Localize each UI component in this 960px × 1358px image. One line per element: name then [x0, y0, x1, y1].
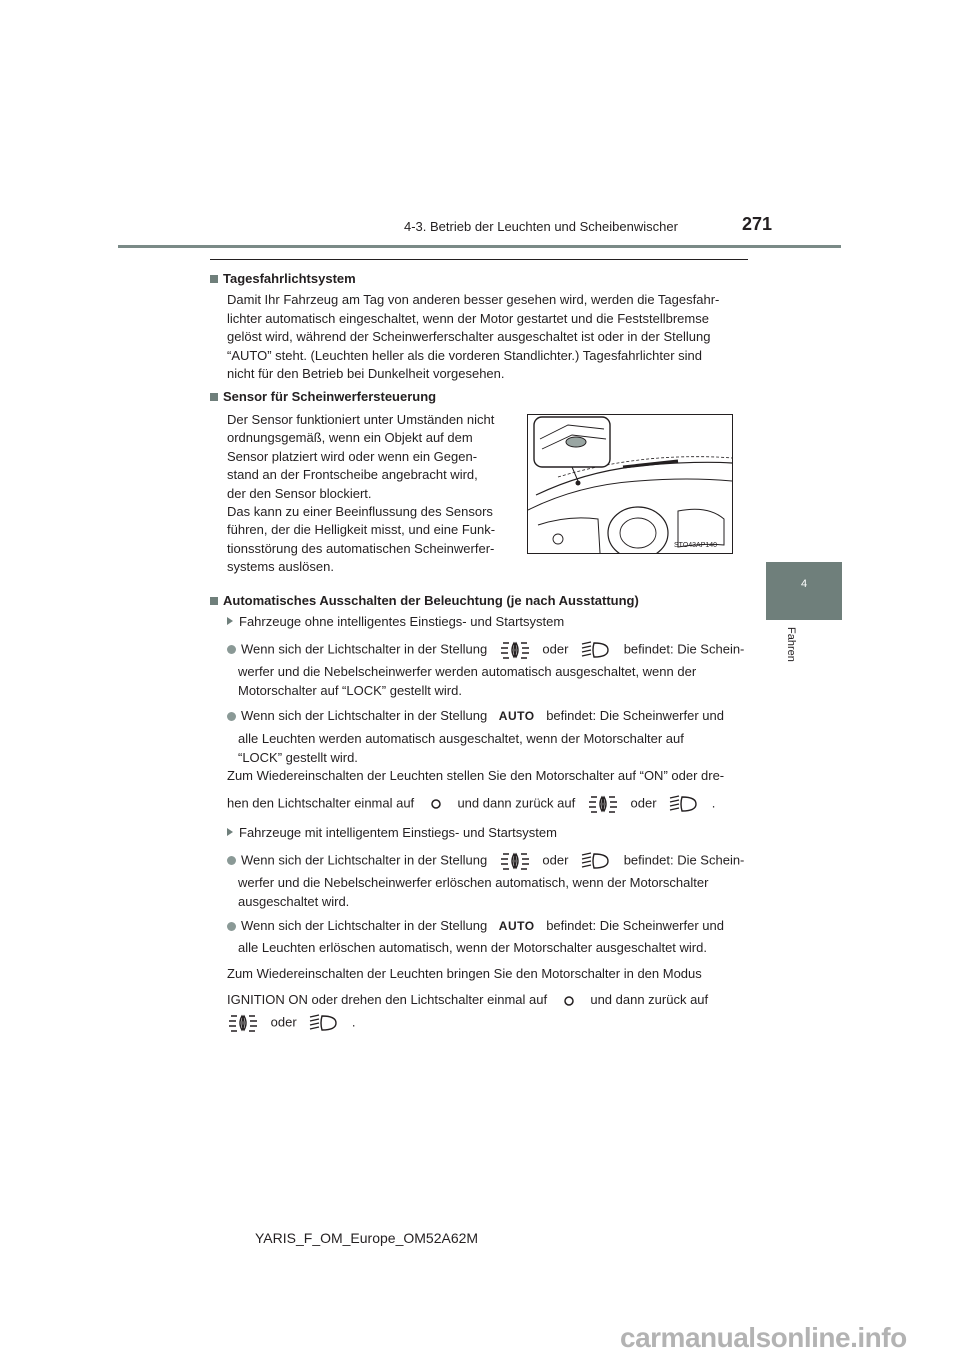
- square-bullet-icon: [210, 597, 218, 605]
- tail-light-icon: [227, 1014, 259, 1032]
- heading-sensor: Sensor für Scheinwerfersteuerung: [210, 389, 436, 404]
- header-rule: [118, 245, 841, 248]
- light-off-icon: [563, 995, 575, 1007]
- text-line: stand an der Frontscheibe angebracht wird,: [227, 467, 478, 483]
- text-line: Damit Ihr Fahrzeug am Tag von anderen besser gesehen wird, werden die Tagesfahr-: [227, 292, 720, 307]
- text-line: tionsstörung des automatischen Scheinwerfer-: [227, 540, 495, 556]
- daytime-paragraph: [227, 291, 748, 384]
- text-line: werfer und die Nebelscheinwerfer werden automatisch ausgeschaltet, wenn der: [238, 664, 697, 679]
- auto-icon: AUTO: [498, 919, 535, 933]
- text-line: der den Sensor blockiert.: [227, 485, 372, 501]
- heading-daytime: Tagesfahrlichtsystem: [210, 271, 356, 286]
- header-title: 4-3. Betrieb der Leuchten und Scheibenwischer: [404, 219, 678, 234]
- text-line: werfer und die Nebelscheinwerfer erlöschen automatisch, wenn der Motorschalter: [238, 875, 709, 890]
- square-bullet-icon: [210, 275, 218, 283]
- tail-light-icon: [499, 641, 531, 659]
- chapter-number: 4: [800, 578, 808, 590]
- list-item: Wenn sich der Lichtschalter in der Stellung AUTO befindet: Die Scheinwerfer und: [227, 708, 724, 723]
- reactivation-line: IGNITION ON oder drehen den Lichtschalter einmal auf und dann zurück auf: [227, 992, 709, 1007]
- text-line: “LOCK” gestellt wird.: [238, 749, 358, 765]
- headlight-icon: [580, 641, 612, 659]
- chapter-tab: [766, 562, 842, 620]
- triangle-bullet-icon: [227, 828, 233, 836]
- reactivation-line: Zum Wiedereinschalten der Leuchten stellen Sie den Motorschalter auf “ON” oder dre-: [227, 768, 725, 783]
- text-line: nicht für den Betrieb bei Dunkelheit vorgesehen.: [227, 366, 505, 381]
- text-line: Das kann zu einer Beeinflussung des Sensors: [227, 504, 493, 520]
- chapter-label: Fahren: [785, 627, 797, 662]
- text-line: Motorschalter auf “LOCK” gestellt wird.: [238, 682, 462, 698]
- reactivation-line: hen den Lichtschalter einmal auf und dann zurück auf oder .: [227, 795, 715, 813]
- list-item-continuation: [238, 874, 748, 911]
- footer-document-code: YARIS_F_OM_Europe_OM52A62M: [255, 1230, 479, 1246]
- list-item: Wenn sich der Lichtschalter in der Stellung oder befindet: Die Schein-: [227, 852, 744, 870]
- dashboard-sensor-drawing: [528, 415, 732, 553]
- text-line: “AUTO” steht. (Leuchten heller als die vorderen Standlichter.) Tagesfahrlichter sind: [227, 347, 702, 363]
- section-rule: [210, 259, 748, 260]
- list-item-continuation: [238, 730, 748, 767]
- auto-icon: AUTO: [498, 709, 535, 723]
- round-bullet-icon: [227, 645, 236, 654]
- round-bullet-icon: [227, 856, 236, 865]
- round-bullet-icon: [227, 922, 236, 931]
- tail-light-icon: [499, 852, 531, 870]
- list-item-continuation: alle Leuchten erlöschen automatisch, wenn der Motorschalter ausgeschaltet wird.: [238, 940, 707, 955]
- triangle-bullet-icon: [227, 617, 233, 625]
- round-bullet-icon: [227, 712, 236, 721]
- group-with-smart-key: Fahrzeuge mit intelligentem Einstiegs- und Startsystem: [227, 825, 557, 840]
- headlight-icon: [668, 795, 700, 813]
- heading-auto-off: Automatisches Ausschalten der Beleuchtung (je nach Ausstattung): [210, 593, 639, 608]
- text-line: gelöst wird, während der Scheinwerferschalter ausgeschaltet ist oder in der Stellung: [227, 329, 711, 344]
- list-item: Wenn sich der Lichtschalter in der Stellung AUTO befindet: Die Scheinwerfer und: [227, 918, 724, 933]
- text-line: alle Leuchten werden automatisch ausgeschaltet, wenn der Motorschalter auf: [238, 731, 684, 746]
- sensor-illustration: [527, 414, 733, 554]
- text-line: ausgeschaltet wird.: [238, 893, 350, 909]
- illustration-code: STO43AP140: [674, 542, 718, 549]
- list-item-continuation: [238, 663, 748, 700]
- headlight-icon: [308, 1014, 340, 1032]
- list-item: Wenn sich der Lichtschalter in der Stellung oder befindet: Die Schein-: [227, 641, 744, 659]
- text-line: ordnungsgemäß, wenn ein Objekt auf dem: [227, 430, 473, 446]
- tail-light-icon: [587, 795, 619, 813]
- reactivation-line: Zum Wiedereinschalten der Leuchten bringen Sie den Motorschalter in den Modus: [227, 966, 702, 981]
- group-without-smart-key: Fahrzeuge ohne intelligentes Einstiegs- und Startsystem: [227, 614, 564, 629]
- text-line: lichter automatisch eingeschaltet, wenn der Motor gestartet und die Feststellbremse: [227, 310, 709, 326]
- text-line: Der Sensor funktioniert unter Umständen nicht: [227, 412, 495, 427]
- square-bullet-icon: [210, 393, 218, 401]
- page-number: 271: [742, 214, 773, 234]
- headlight-icon: [580, 852, 612, 870]
- watermark: carmanualsonline.info: [620, 1322, 907, 1353]
- text-line: führen, der die Helligkeit misst, und eine Funk-: [227, 522, 496, 538]
- sensor-paragraph: [227, 411, 508, 577]
- light-off-icon: [430, 798, 442, 810]
- text-line: systems auslösen.: [227, 559, 334, 575]
- reactivation-line: oder .: [227, 1014, 356, 1032]
- text-line: Sensor platziert wird oder wenn ein Gegen-: [227, 448, 478, 464]
